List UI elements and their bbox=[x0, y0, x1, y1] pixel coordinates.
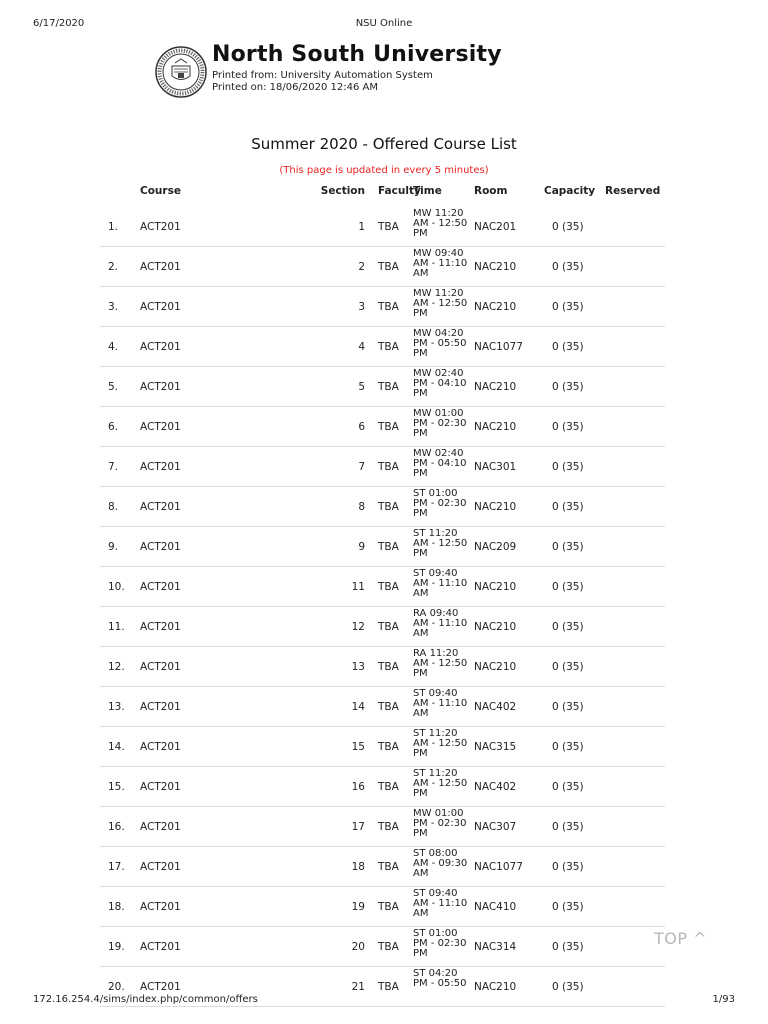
class-time: MW 11:20 AM - 12:50 PM bbox=[413, 288, 468, 319]
table-row bbox=[100, 727, 665, 767]
faculty-name: TBA bbox=[378, 421, 399, 433]
section-number: 17 bbox=[351, 821, 365, 833]
room-number: NAC410 bbox=[474, 901, 517, 913]
table-row bbox=[100, 407, 665, 447]
faculty-name: TBA bbox=[378, 301, 399, 313]
row-number: 1. bbox=[108, 221, 119, 233]
course-code: ACT201 bbox=[140, 461, 181, 473]
faculty-name: TBA bbox=[378, 381, 399, 393]
table-header-row bbox=[100, 185, 665, 207]
row-number: 19. bbox=[108, 941, 125, 953]
faculty-name: TBA bbox=[378, 461, 399, 473]
print-page-title: NSU Online bbox=[355, 18, 413, 29]
capacity-value: 0 (35) bbox=[552, 381, 584, 393]
capacity-value: 0 (35) bbox=[552, 221, 584, 233]
class-time: RA 11:20 AM - 12:50 PM bbox=[413, 648, 468, 679]
room-number: NAC210 bbox=[474, 261, 517, 273]
capacity-value: 0 (35) bbox=[552, 901, 584, 913]
class-time: MW 11:20 AM - 12:50 PM bbox=[413, 208, 468, 239]
capacity-value: 0 (35) bbox=[552, 261, 584, 273]
capacity-value: 0 (35) bbox=[552, 941, 584, 953]
section-number: 14 bbox=[351, 701, 365, 713]
class-time: ST 09:40 AM - 11:10 AM bbox=[413, 888, 468, 919]
class-time: MW 04:20 PM - 05:50 PM bbox=[413, 328, 467, 359]
class-time: MW 02:40 PM - 04:10 PM bbox=[413, 368, 467, 399]
course-code: ACT201 bbox=[140, 221, 181, 233]
row-number: 5. bbox=[108, 381, 119, 393]
capacity-value: 0 (35) bbox=[552, 621, 584, 633]
printed-on: Printed on: 18/06/2020 12:46 AM bbox=[212, 82, 378, 93]
course-code: ACT201 bbox=[140, 421, 181, 433]
room-number: NAC210 bbox=[474, 501, 517, 513]
table-row bbox=[100, 847, 665, 887]
update-notice: (This page is updated in every 5 minutes) bbox=[279, 165, 489, 176]
row-number: 3. bbox=[108, 301, 119, 313]
room-number: NAC301 bbox=[474, 461, 517, 473]
room-number: NAC314 bbox=[474, 941, 517, 953]
table-row bbox=[100, 887, 665, 927]
course-code: ACT201 bbox=[140, 861, 181, 873]
capacity-value: 0 (35) bbox=[552, 781, 584, 793]
section-number: 13 bbox=[351, 661, 365, 673]
capacity-value: 0 (35) bbox=[552, 501, 584, 513]
row-number: 18. bbox=[108, 901, 125, 913]
room-number: NAC210 bbox=[474, 621, 517, 633]
table-body bbox=[100, 207, 665, 1007]
section-number: 15 bbox=[351, 741, 365, 753]
section-number: 5 bbox=[358, 381, 365, 393]
page-title: Summer 2020 - Offered Course List bbox=[251, 135, 517, 153]
section-number: 1 bbox=[358, 221, 365, 233]
course-code: ACT201 bbox=[140, 701, 181, 713]
row-number: 13. bbox=[108, 701, 125, 713]
section-number: 21 bbox=[351, 981, 365, 993]
faculty-name: TBA bbox=[378, 821, 399, 833]
table-row bbox=[100, 247, 665, 287]
section-number: 12 bbox=[351, 621, 365, 633]
class-time: ST 01:00 PM - 02:30 PM bbox=[413, 488, 467, 519]
class-time: ST 11:20 AM - 12:50 PM bbox=[413, 768, 468, 799]
table-row bbox=[100, 767, 665, 807]
room-number: NAC210 bbox=[474, 581, 517, 593]
section-number: 18 bbox=[351, 861, 365, 873]
row-number: 7. bbox=[108, 461, 119, 473]
row-number: 2. bbox=[108, 261, 119, 273]
header-room: Room bbox=[474, 185, 508, 197]
room-number: NAC201 bbox=[474, 221, 517, 233]
table-row bbox=[100, 447, 665, 487]
faculty-name: TBA bbox=[378, 941, 399, 953]
course-code: ACT201 bbox=[140, 341, 181, 353]
course-code: ACT201 bbox=[140, 821, 181, 833]
course-code: ACT201 bbox=[140, 301, 181, 313]
room-number: NAC210 bbox=[474, 661, 517, 673]
section-number: 8 bbox=[358, 501, 365, 513]
back-to-top-link[interactable]: TOP ^ bbox=[654, 929, 708, 948]
print-date: 6/17/2020 bbox=[33, 18, 85, 29]
table-row bbox=[100, 287, 665, 327]
table-row bbox=[100, 807, 665, 847]
class-time: RA 09:40 AM - 11:10 AM bbox=[413, 608, 468, 639]
class-time: ST 09:40 AM - 11:10 AM bbox=[413, 688, 468, 719]
faculty-name: TBA bbox=[378, 501, 399, 513]
capacity-value: 0 (35) bbox=[552, 581, 584, 593]
capacity-value: 0 (35) bbox=[552, 861, 584, 873]
row-number: 20. bbox=[108, 981, 125, 993]
class-time: MW 01:00 PM - 02:30 PM bbox=[413, 408, 467, 439]
faculty-name: TBA bbox=[378, 261, 399, 273]
print-page-number: 1/93 bbox=[712, 994, 735, 1005]
header-course: Course bbox=[140, 185, 181, 197]
faculty-name: TBA bbox=[378, 741, 399, 753]
table-row bbox=[100, 567, 665, 607]
course-code: ACT201 bbox=[140, 501, 181, 513]
faculty-name: TBA bbox=[378, 541, 399, 553]
class-time: MW 09:40 AM - 11:10 AM bbox=[413, 248, 468, 279]
section-number: 20 bbox=[351, 941, 365, 953]
course-code: ACT201 bbox=[140, 941, 181, 953]
table-row bbox=[100, 527, 665, 567]
class-time: ST 08:00 AM - 09:30 AM bbox=[413, 848, 468, 879]
faculty-name: TBA bbox=[378, 221, 399, 233]
faculty-name: TBA bbox=[378, 981, 399, 993]
capacity-value: 0 (35) bbox=[552, 421, 584, 433]
course-code: ACT201 bbox=[140, 741, 181, 753]
class-time: MW 02:40 PM - 04:10 PM bbox=[413, 448, 467, 479]
faculty-name: TBA bbox=[378, 781, 399, 793]
room-number: NAC210 bbox=[474, 981, 517, 993]
capacity-value: 0 (35) bbox=[552, 461, 584, 473]
section-number: 11 bbox=[351, 581, 365, 593]
table-row bbox=[100, 367, 665, 407]
course-code: ACT201 bbox=[140, 621, 181, 633]
room-number: NAC210 bbox=[474, 421, 517, 433]
section-number: 4 bbox=[358, 341, 365, 353]
faculty-name: TBA bbox=[378, 621, 399, 633]
course-code: ACT201 bbox=[140, 781, 181, 793]
university-seal-icon bbox=[155, 46, 207, 98]
room-number: NAC1077 bbox=[474, 861, 523, 873]
room-number: NAC402 bbox=[474, 701, 517, 713]
course-code: ACT201 bbox=[140, 661, 181, 673]
table-row bbox=[100, 647, 665, 687]
table-row bbox=[100, 687, 665, 727]
faculty-name: TBA bbox=[378, 901, 399, 913]
header-section: Section bbox=[320, 185, 365, 197]
table-row bbox=[100, 327, 665, 367]
capacity-value: 0 (35) bbox=[552, 981, 584, 993]
capacity-value: 0 (35) bbox=[552, 741, 584, 753]
course-code: ACT201 bbox=[140, 381, 181, 393]
row-number: 6. bbox=[108, 421, 119, 433]
table-row bbox=[100, 487, 665, 527]
course-code: ACT201 bbox=[140, 981, 181, 993]
header-faculty: Faculty bbox=[378, 185, 421, 197]
room-number: NAC209 bbox=[474, 541, 517, 553]
capacity-value: 0 (35) bbox=[552, 341, 584, 353]
faculty-name: TBA bbox=[378, 341, 399, 353]
capacity-value: 0 (35) bbox=[552, 701, 584, 713]
offered-course-table bbox=[100, 185, 665, 1007]
table-row bbox=[100, 207, 665, 247]
row-number: 9. bbox=[108, 541, 119, 553]
print-url: 172.16.254.4/sims/index.php/common/offers bbox=[33, 994, 258, 1005]
row-number: 16. bbox=[108, 821, 125, 833]
section-number: 3 bbox=[358, 301, 365, 313]
capacity-value: 0 (35) bbox=[552, 301, 584, 313]
faculty-name: TBA bbox=[378, 581, 399, 593]
room-number: NAC210 bbox=[474, 301, 517, 313]
row-number: 11. bbox=[108, 621, 125, 633]
printed-from: Printed from: University Automation System bbox=[212, 70, 433, 81]
class-time: ST 11:20 AM - 12:50 PM bbox=[413, 728, 468, 759]
class-time: ST 09:40 AM - 11:10 AM bbox=[413, 568, 468, 599]
faculty-name: TBA bbox=[378, 661, 399, 673]
room-number: NAC307 bbox=[474, 821, 517, 833]
course-code: ACT201 bbox=[140, 261, 181, 273]
capacity-value: 0 (35) bbox=[552, 661, 584, 673]
course-code: ACT201 bbox=[140, 581, 181, 593]
row-number: 17. bbox=[108, 861, 125, 873]
class-time: ST 01:00 PM - 02:30 PM bbox=[413, 928, 467, 959]
faculty-name: TBA bbox=[378, 701, 399, 713]
room-number: NAC402 bbox=[474, 781, 517, 793]
header-reserved: Reserved bbox=[605, 185, 661, 197]
university-name: North South University bbox=[212, 42, 502, 67]
room-number: NAC315 bbox=[474, 741, 517, 753]
header-time: Time bbox=[413, 185, 442, 197]
capacity-value: 0 (35) bbox=[552, 541, 584, 553]
class-time: MW 01:00 PM - 02:30 PM bbox=[413, 808, 467, 839]
capacity-value: 0 (35) bbox=[552, 821, 584, 833]
row-number: 15. bbox=[108, 781, 125, 793]
row-number: 12. bbox=[108, 661, 125, 673]
row-number: 8. bbox=[108, 501, 119, 513]
section-number: 9 bbox=[358, 541, 365, 553]
class-time: ST 11:20 AM - 12:50 PM bbox=[413, 528, 468, 559]
class-time: ST 04:20 PM - 05:50 bbox=[413, 968, 467, 989]
course-code: ACT201 bbox=[140, 541, 181, 553]
row-number: 14. bbox=[108, 741, 125, 753]
faculty-name: TBA bbox=[378, 861, 399, 873]
section-number: 16 bbox=[351, 781, 365, 793]
room-number: NAC210 bbox=[474, 381, 517, 393]
table-row bbox=[100, 607, 665, 647]
section-number: 6 bbox=[358, 421, 365, 433]
header-capacity: Capacity bbox=[544, 185, 596, 197]
section-number: 2 bbox=[358, 261, 365, 273]
row-number: 4. bbox=[108, 341, 119, 353]
table-row bbox=[100, 927, 665, 967]
section-number: 19 bbox=[351, 901, 365, 913]
room-number: NAC1077 bbox=[474, 341, 523, 353]
row-number: 10. bbox=[108, 581, 125, 593]
course-code: ACT201 bbox=[140, 901, 181, 913]
section-number: 7 bbox=[358, 461, 365, 473]
